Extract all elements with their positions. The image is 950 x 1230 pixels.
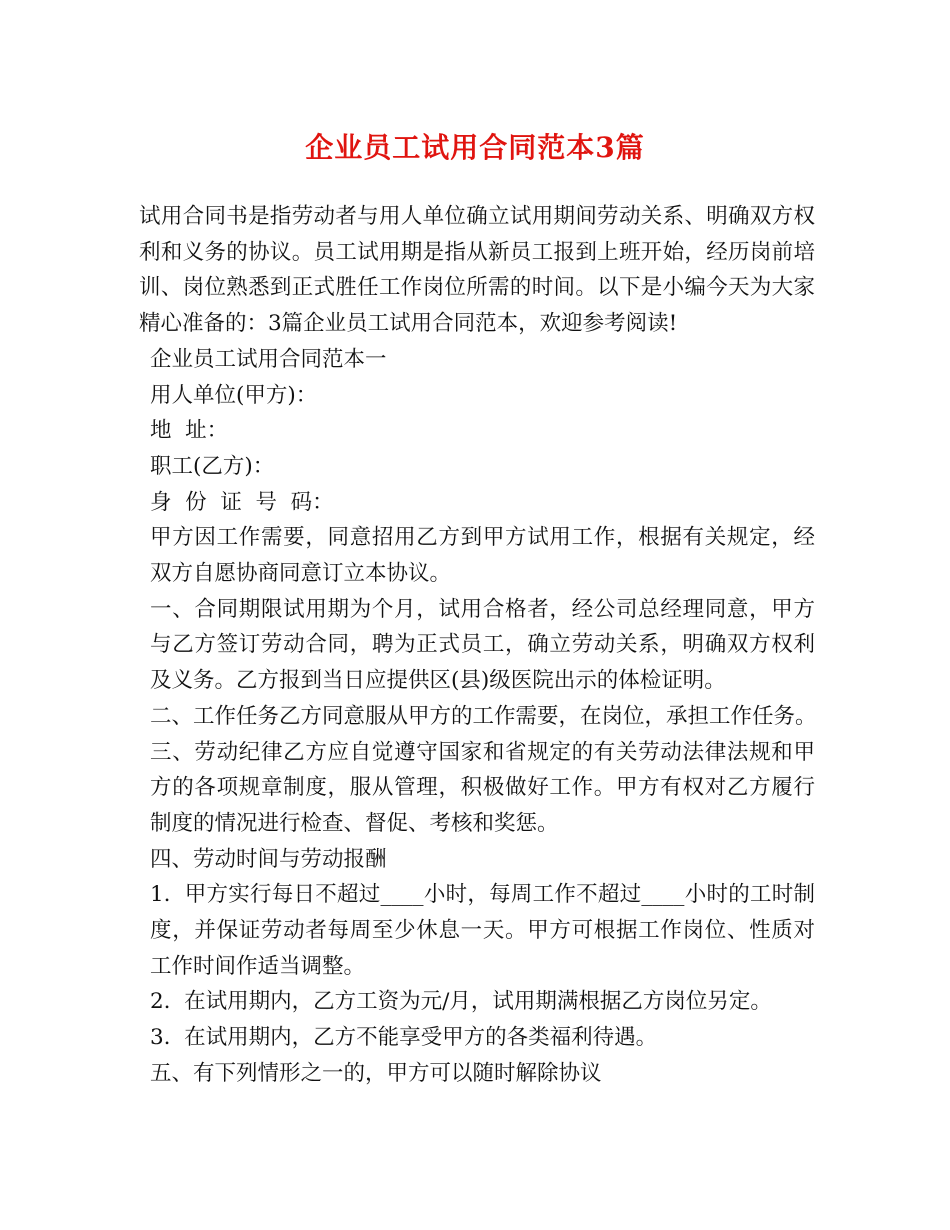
- clause-4-item-1: 1. 甲方实行每日不超过____小时，每周工作不超过____小时的工时制度，并保证劳动者每周至少休息一天。甲方可根据工作岗位、性质对工作时间作适当调整。: [150, 882, 815, 979]
- address-field: 地 址：: [150, 418, 229, 444]
- intro-paragraph: 试用合同书是指劳动者与用人单位确立试用期间劳动关系、明确双方权利和义务的协议。员工试用期是指从新员工报到上班开始，经历岗前培训、岗位熟悉到正式胜任工作岗位所需的时间。以下是小编今天为大家精心准备的：3篇企业员工试用合同范本，欢迎参考阅读!: [139, 204, 815, 337]
- clause-4-heading: 四、劳动时间与劳动报酬: [150, 846, 387, 872]
- employee-field: 职工(乙方)：: [150, 453, 275, 479]
- clause-3: 三、劳动纪律乙方应自觉遵守国家和省规定的有关劳动法律法规和甲方的各项规章制度，服从管理，积极做好工作。甲方有权对乙方履行制度的情况进行检查、督促、考核和奖惩。: [150, 739, 815, 836]
- clause-5-heading: 五、有下列情形之一的，甲方可以随时解除协议: [150, 1060, 602, 1086]
- clause-4-item-3: 3. 在试用期内，乙方不能享受甲方的各类福利待遇。: [150, 1025, 658, 1051]
- clause-4-item-2: 2. 在试用期内，乙方工资为元/月，试用期满根据乙方岗位另定。: [150, 989, 772, 1015]
- employer-field: 用人单位(甲方)：: [150, 382, 318, 408]
- id-number-field: 身 份 证 号 码：: [150, 489, 334, 515]
- clause-1: 一、合同期限试用期为个月，试用合格者，经公司总经理同意，甲方与乙方签订劳动合同，聘为正式员工，确立劳动关系，明确双方权利及义务。乙方报到当日应提供区(县)级医院出示的体检证明。: [150, 596, 815, 694]
- clause-2: 二、工作任务乙方同意服从甲方的工作需要，在岗位，承担工作任务。: [150, 703, 817, 729]
- document-body: [139, 199, 815, 1092]
- document-title: 企业员工试用合同范本3篇: [305, 131, 645, 164]
- agreement-paragraph: 甲方因工作需要，同意招用乙方到甲方试用工作，根据有关规定，经双方自愿协商同意订立本协议。: [150, 525, 815, 587]
- section-heading: 企业员工试用合同范本一: [150, 346, 387, 372]
